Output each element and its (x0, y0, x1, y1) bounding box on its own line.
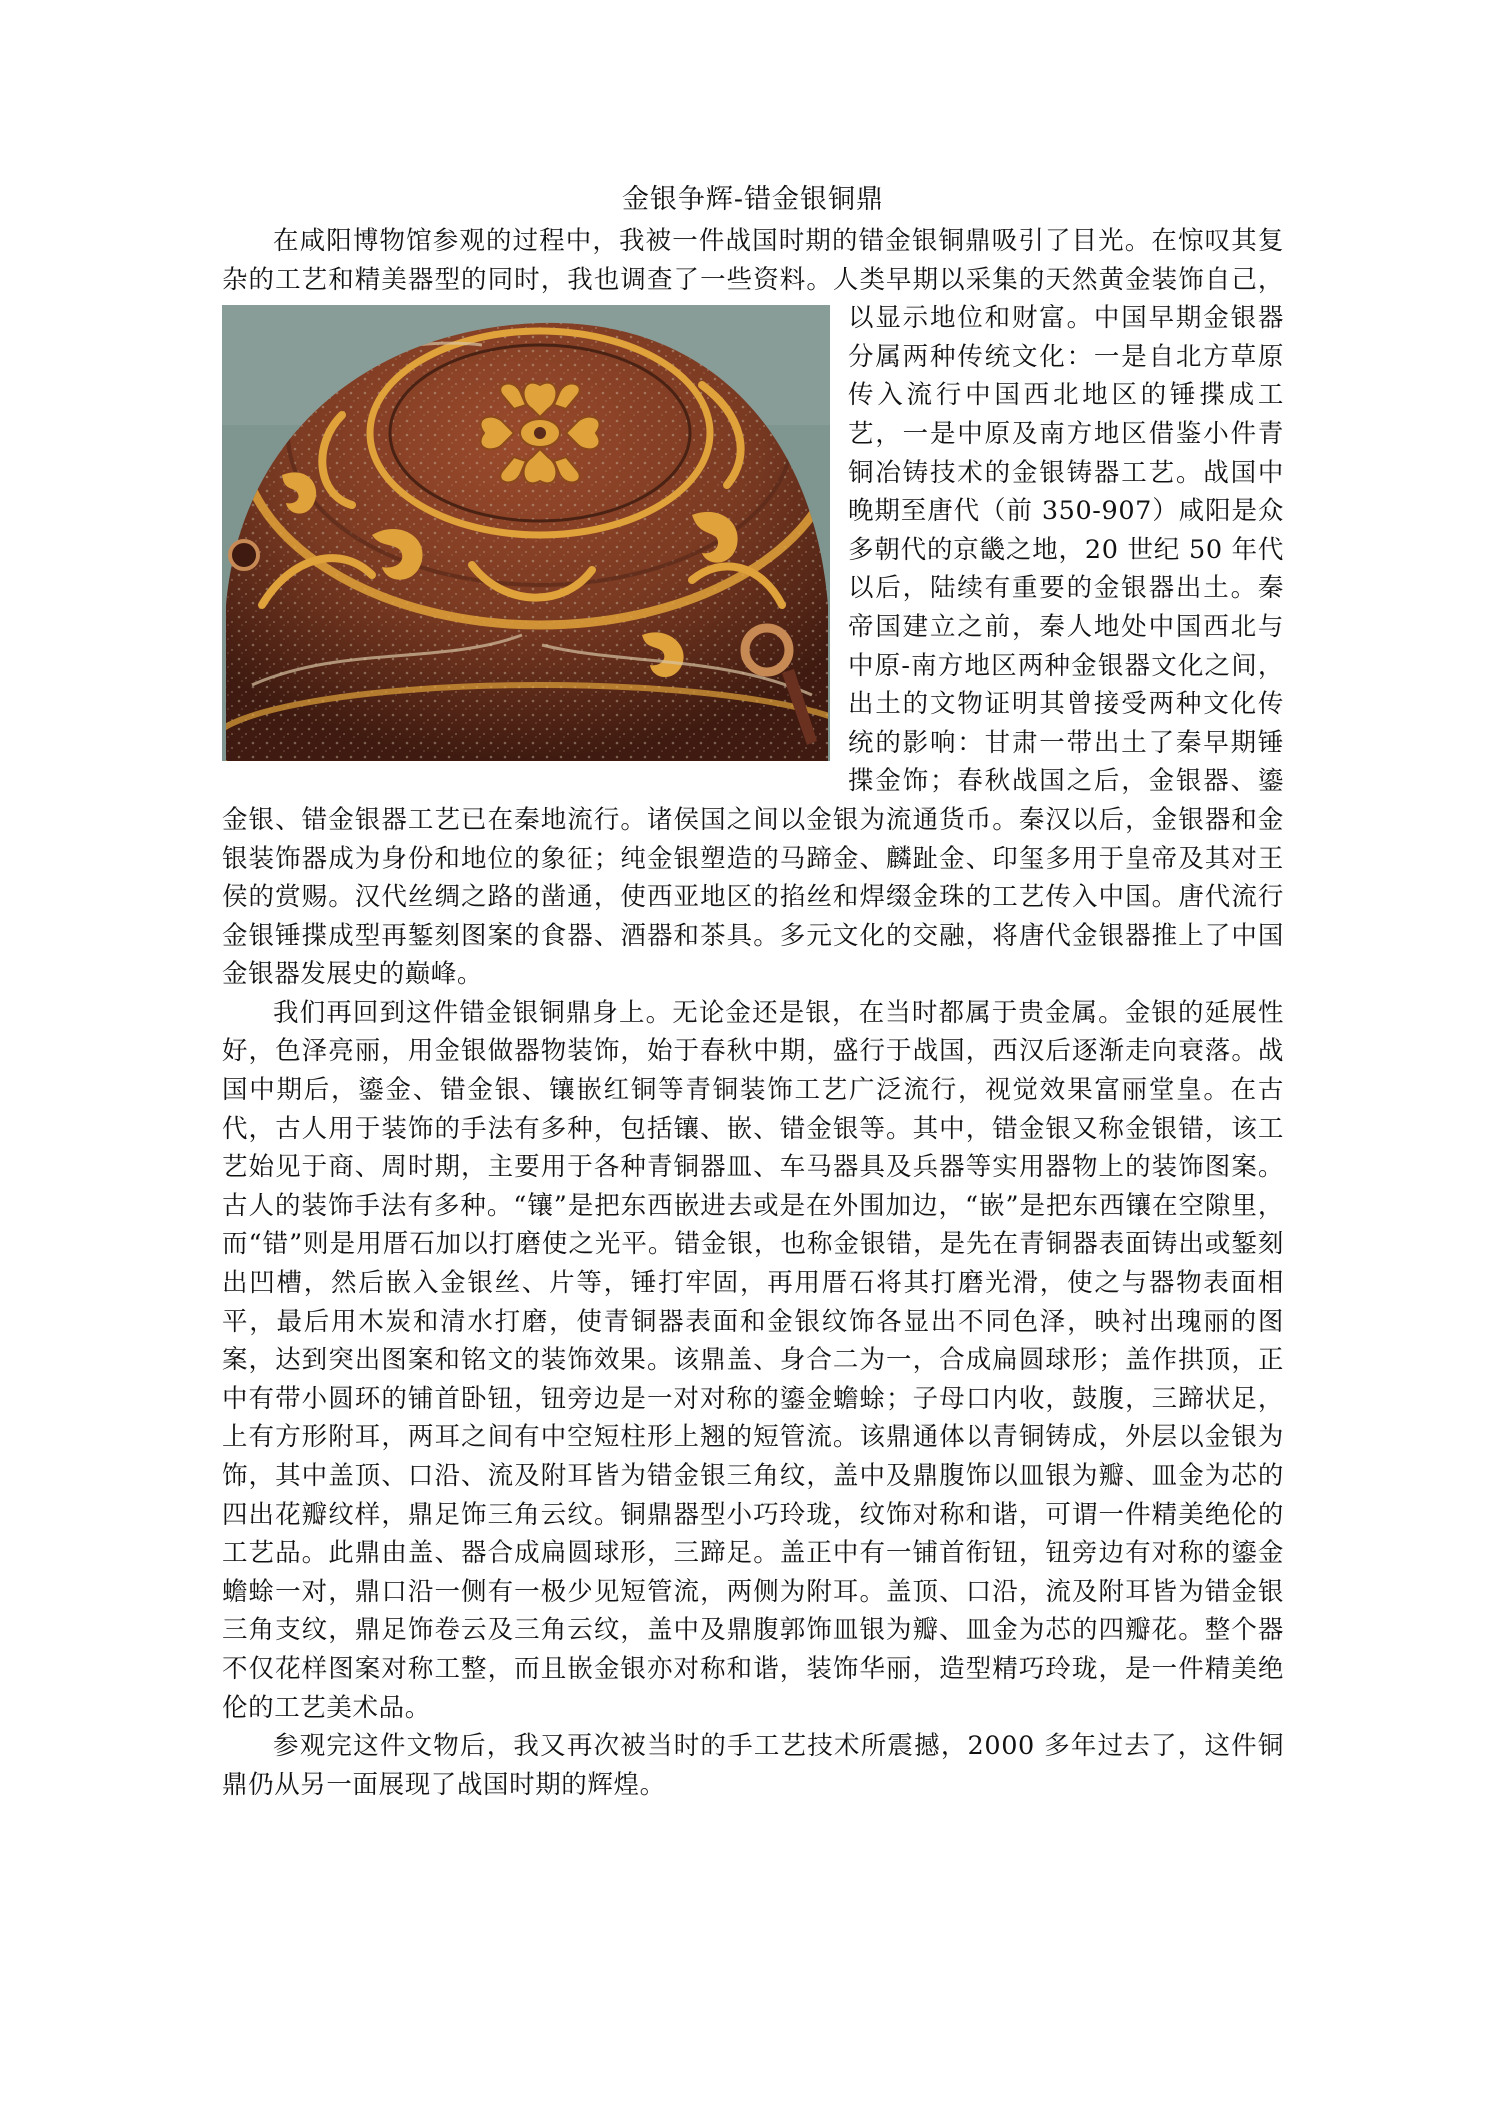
document-page (222, 182, 1284, 1804)
bronze-ding-photo (222, 305, 830, 761)
article-title: 金银争辉-错金银铜鼎 (621, 184, 885, 215)
paragraph-1-rest: 以显示地位和财富。中国早期金银器分属两种传统文化：一是自北方草原传入流行中国西北地区的锤揲成工艺，一是中原及南方地区借鉴小件青铜冶铸技术的金银铸器工艺。战国中晚期至唐代（前 350-907）咸阳是众多朝代的京畿之地，20 世纪 50 年代以后，陆续有重要的金银器出土。秦帝国建立之前，秦人地处中国西北与中原-南方地区两种金银器文化之间，出土的文物证明其曾接受两种文化传统的影响：甘肃一带出土了秦早期锤揲金饰；春秋战国之后，金银器、鎏金银、错金银器工艺已在秦地流行。诸侯国之间以金银为流通货币。秦汉以后，金银器和金银装饰器成为身份和地位的象征；纯金银塑造的马蹄金、麟趾金、印玺多用于皇帝及其对王侯的赏赐。汉代丝绸之路的凿通，使西亚地区的掐丝和焊缀金珠的工艺传入中国。唐代流行金银锤揲成型再錾刻图案的食器、酒器和茶具。多元文化的交融，将唐代金银器推上了中国金银器发展史的巅峰。 (222, 303, 1284, 990)
bronze-ding-illustration (222, 305, 830, 761)
paragraph-1-lead: 在咸阳博物馆参观的过程中，我被一件战国时期的错金银铜鼎吸引了目光。在惊叹其复杂的工艺和精美器型的同时，我也调查了一些资料。人类早期以采集的天然黄金装饰自己， (222, 226, 1284, 295)
paragraph-3: 参观完这件文物后，我又再次被当时的手工艺技术所震撼，2000 多年过去了，这件铜鼎仍从另一面展现了战国时期的辉煌。 (222, 1731, 1284, 1800)
paragraph-1 (222, 222, 1284, 994)
paragraph-2: 我们再回到这件错金银铜鼎身上。无论金还是银，在当时都属于贵金属。金银的延展性好，色泽亮丽，用金银做器物装饰，始于春秋中期，盛行于战国，西汉后逐渐走向衰落。战国中期后，鎏金、错金银、镶嵌红铜等青铜装饰工艺广泛流行，视觉效果富丽堂皇。在古代，古人用于装饰的手法有多种，包括镶、嵌、错金银等。其中，错金银又称金银错，该工艺始见于商、周时期，主要用于各种青铜器皿、车马器具及兵器等实用器物上的装饰图案。古人的装饰手法有多种。“镶”是把东西嵌进去或是在外围加边，“嵌”是把东西镶在空隙里，而“错”则是用厝石加以打磨使之光平。错金银，也称金银错，是先在青铜器表面铸出或錾刻出凹槽，然后嵌入金银丝、片等，锤打牢固，再用厝石将其打磨光滑，使之与器物表面相平，最后用木炭和清水打磨，使青铜器表面和金银纹饰各显出不同色泽，映衬出瑰丽的图案，达到突出图案和铭文的装饰效果。该鼎盖、身合二为一，合成扁圆球形；盖作拱顶，正中有带小圆环的铺首卧钮，钮旁边是一对对称的鎏金蟾蜍；子母口内收，鼓腹，三蹄状足，上有方形附耳，两耳之间有中空短柱形上翘的短管流。该鼎通体以青铜铸成，外层以金银为饰，其中盖顶、口沿、流及附耳皆为错金银三角纹，盖中及鼎腹饰以皿银为瓣、皿金为芯的四出花瓣纹样，鼎足饰三角云纹。铜鼎器型小巧玲珑，纹饰对称和谐，可谓一件精美绝伦的工艺品。此鼎由盖、器合成扁圆球形，三蹄足。盖正中有一铺首衔钮，钮旁边有对称的鎏金蟾蜍一对，鼎口沿一侧有一极少见短管流，两侧为附耳。盖顶、口沿，流及附耳皆为错金银三角支纹，鼎足饰卷云及三角云纹，盖中及鼎腹郭饰皿银为瓣、皿金为芯的四瓣花。整个器不仅花样图案对称工整，而且嵌金银亦对称和谐，装饰华丽，造型精巧玲珑，是一件精美绝伦的工艺美术品。 (222, 997, 1284, 1723)
